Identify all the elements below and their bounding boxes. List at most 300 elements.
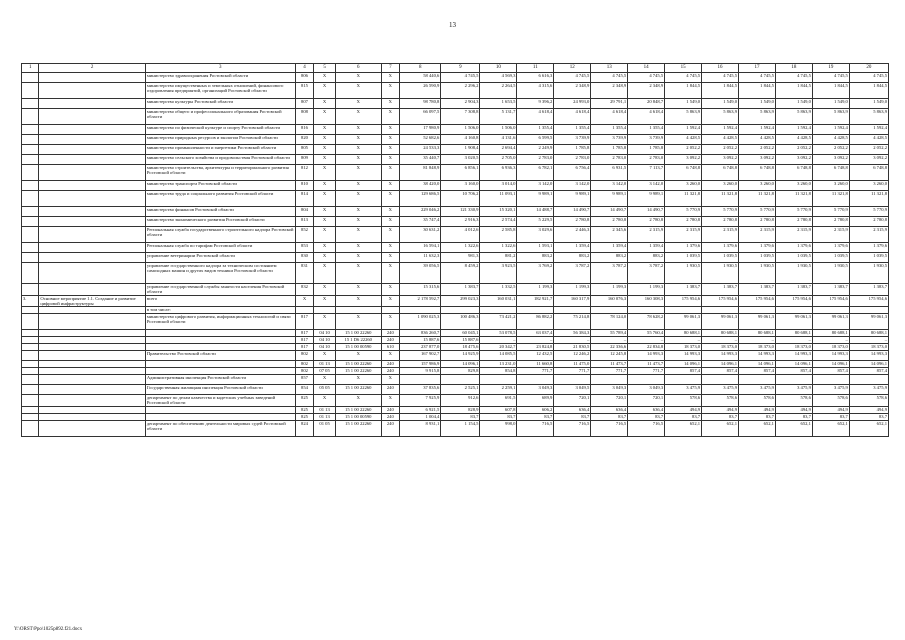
budget-code-cell: X	[381, 243, 399, 253]
budget-code-cell: X	[314, 165, 336, 181]
amount-cell: 175 954,6	[665, 295, 702, 307]
row-number-cell: 3.	[22, 295, 39, 307]
amount-cell: 1 355,4	[517, 125, 554, 135]
amount-cell: 2 574,4	[480, 217, 517, 227]
amount-cell: 175 954,6	[702, 295, 739, 307]
budget-code-cell: 610	[381, 344, 399, 351]
amount-cell: 83,7	[812, 413, 849, 420]
amount-cell: 7 925,9	[400, 395, 441, 407]
budget-code-cell: X	[335, 191, 381, 207]
amount-cell: 578,6	[775, 395, 812, 407]
budget-code-cell: X	[314, 217, 336, 227]
amount-cell: 14 993,3	[739, 351, 776, 361]
amount-cell	[812, 375, 849, 385]
executor-name-cell: министерство труда и социального развития Ростовской области	[145, 191, 295, 207]
table-row	[22, 368, 889, 375]
amount-cell: 2 249,9	[517, 145, 554, 155]
amount-cell: 14 993,3	[702, 351, 739, 361]
amount-cell: 1 930,5	[702, 263, 739, 284]
executor-name-cell: министерство общего и профессионального образования Ростовской области	[145, 109, 295, 125]
amount-cell: 1 039,5	[739, 253, 776, 263]
amount-cell: 4 131,6	[480, 135, 517, 145]
amount-cell	[702, 375, 739, 385]
budget-code-cell: 01 13	[314, 361, 336, 368]
amount-cell: 83,7	[702, 413, 739, 420]
amount-cell	[739, 375, 776, 385]
amount-cell: 1 383,7	[739, 284, 776, 296]
budget-code-cell: X	[335, 73, 381, 83]
budget-code-cell: X	[335, 375, 381, 385]
executor-name-cell: министерство финансов Ростовской области	[145, 207, 295, 217]
amount-cell: 80 688,1	[665, 330, 702, 337]
amount-cell: 15 315,6	[400, 284, 441, 296]
table-row	[22, 217, 889, 227]
budget-code-cell: X	[314, 295, 336, 307]
amount-cell: 2 052,2	[739, 145, 776, 155]
amount-cell: 636,4	[628, 406, 665, 413]
amount-cell: 3 142,0	[591, 181, 628, 191]
amount-cell: 3 260,0	[849, 181, 888, 191]
executor-name-cell: всего	[145, 295, 295, 307]
budget-code-cell: X	[381, 125, 399, 135]
budget-code-cell: X	[314, 395, 336, 407]
amount-cell: 2 904,3	[441, 99, 480, 109]
amount-cell: 16 594,1	[400, 243, 441, 253]
amount-cell: –	[554, 337, 591, 344]
amount-cell: 1 383,7	[665, 284, 702, 296]
amount-cell: 78 628,2	[628, 314, 665, 330]
amount-cell: 2 780,8	[775, 217, 812, 227]
amount-cell: 2 315,9	[812, 227, 849, 243]
budget-code-cell: X	[381, 314, 399, 330]
budget-code-cell: X	[335, 135, 381, 145]
amount-cell: 2 585,8	[480, 227, 517, 243]
amount-cell: 11 473,7	[628, 361, 665, 368]
amount-cell: 2 780,8	[739, 217, 776, 227]
amount-cell: 3 092,2	[812, 155, 849, 165]
amount-cell: 1 844,5	[775, 83, 812, 99]
budget-code-cell: X	[314, 191, 336, 207]
amount-cell: –	[775, 337, 812, 344]
amount-cell: 1 154,5	[441, 420, 480, 436]
amount-cell: 1 844,5	[849, 83, 888, 99]
budget-code-cell: 04 10	[314, 330, 336, 337]
amount-cell: 1 355,4	[554, 125, 591, 135]
amount-cell: 2 780,8	[702, 217, 739, 227]
amount-cell: 1 592,4	[739, 125, 776, 135]
amount-cell: 1 039,5	[665, 253, 702, 263]
table-row	[22, 344, 889, 351]
activity-name-cell	[39, 361, 145, 368]
amount-cell: 720,1	[554, 395, 591, 407]
budget-code-cell: X	[381, 263, 399, 284]
amount-cell: 7 308,8	[441, 109, 480, 125]
executor-name-cell	[145, 330, 295, 337]
amount-cell: 1 379,6	[849, 243, 888, 253]
amount-cell: 11 660,8	[517, 361, 554, 368]
activity-name-cell	[39, 420, 145, 436]
amount-cell: 13 231,0	[480, 361, 517, 368]
amount-cell: 4 745,5	[554, 73, 591, 83]
amount-cell: 771,7	[517, 368, 554, 375]
column-number: 12	[554, 64, 591, 73]
amount-cell: 56 384,3	[554, 330, 591, 337]
amount-cell: 981,3	[441, 253, 480, 263]
amount-cell: 1 506,0	[441, 125, 480, 135]
budget-code-cell: X	[335, 165, 381, 181]
amount-cell: 9 989,1	[591, 191, 628, 207]
amount-cell: 58 440,6	[400, 73, 441, 83]
amount-cell: 11 321,8	[775, 191, 812, 207]
amount-cell: 2 315,9	[775, 227, 812, 243]
table-row	[22, 263, 889, 284]
budget-code-cell: X	[335, 295, 381, 307]
amount-cell: 11 321,8	[665, 191, 702, 207]
budget-code-cell: 852	[295, 227, 313, 243]
amount-cell: 18 373,0	[812, 344, 849, 351]
amount-cell: 2 705,0	[480, 155, 517, 165]
amount-cell: 1 379,6	[812, 243, 849, 253]
amount-cell: 2 315,9	[665, 227, 702, 243]
amount-cell: 9 989,1	[517, 191, 554, 207]
amount-cell: 883,2	[628, 253, 665, 263]
amount-cell: 2 052,2	[849, 145, 888, 155]
amount-cell: 11 093,1	[480, 191, 517, 207]
table-row	[22, 207, 889, 217]
amount-cell: –	[591, 337, 628, 344]
budget-code-cell: X	[314, 155, 336, 165]
row-number-cell	[22, 125, 39, 135]
activity-name-cell	[39, 385, 145, 395]
amount-cell: 99 061,3	[739, 314, 776, 330]
amount-cell: 652,1	[702, 420, 739, 436]
amount-cell: 1 592,4	[775, 125, 812, 135]
amount-cell: 1 322,6	[441, 243, 480, 253]
activity-name-cell	[39, 395, 145, 407]
amount-cell: 80 688,1	[702, 330, 739, 337]
amount-cell: 881,2	[480, 253, 517, 263]
amount-cell: 2 178 592,7	[400, 295, 441, 307]
amount-cell: 3 475,9	[702, 385, 739, 395]
amount-cell: 1 359,4	[628, 243, 665, 253]
budget-code-cell: 824	[295, 420, 313, 436]
amount-cell: 99 061,3	[665, 314, 702, 330]
amount-cell: 83,7	[739, 413, 776, 420]
activity-name-cell	[39, 165, 145, 181]
amount-cell: 3 475,9	[849, 385, 888, 395]
amount-cell: 6 748,8	[775, 165, 812, 181]
amount-cell: 652,1	[739, 420, 776, 436]
amount-cell: 14 490,7	[554, 207, 591, 217]
amount-cell: 167 902,7	[400, 351, 441, 361]
executor-name-cell: Административная инспекция Ростовской области	[145, 375, 295, 385]
amount-cell: 299 023,3	[441, 295, 480, 307]
row-number-cell	[22, 181, 39, 191]
amount-cell	[441, 307, 480, 314]
amount-cell: 1 549,0	[702, 99, 739, 109]
amount-cell: 5 770,9	[849, 207, 888, 217]
amount-cell: 636,4	[591, 406, 628, 413]
amount-cell: 5 770,9	[665, 207, 702, 217]
budget-code-cell: 809	[295, 155, 313, 165]
amount-cell: –	[849, 337, 888, 344]
amount-cell: 1 359,4	[554, 243, 591, 253]
amount-cell: 18 373,0	[739, 344, 776, 351]
amount-cell: 2 780,8	[665, 217, 702, 227]
amount-cell: 857,4	[812, 368, 849, 375]
amount-cell: 14 993,3	[849, 351, 888, 361]
amount-cell: 4 428,5	[812, 135, 849, 145]
amount-cell: 3 475,9	[812, 385, 849, 395]
amount-cell: 14 096,1	[665, 361, 702, 368]
amount-cell: 5 863,9	[812, 109, 849, 125]
column-number: 14	[628, 64, 665, 73]
amount-cell: 5 770,9	[739, 207, 776, 217]
amount-cell: 14 488,7	[517, 207, 554, 217]
amount-cell	[628, 307, 665, 314]
budget-code-cell: X	[335, 181, 381, 191]
amount-cell: 1 549,0	[775, 99, 812, 109]
budget-code-cell: 815	[295, 83, 313, 99]
table-row	[22, 243, 889, 253]
budget-code-cell: 857	[295, 375, 313, 385]
amount-cell: 3 092,2	[849, 155, 888, 165]
amount-cell: 1 593,1	[517, 243, 554, 253]
amount-cell: 83,7	[628, 413, 665, 420]
amount-cell: 1 785,8	[554, 145, 591, 155]
budget-code-cell: X	[335, 109, 381, 125]
amount-cell	[849, 375, 888, 385]
amount-cell: 578,6	[812, 395, 849, 407]
row-number-cell	[22, 375, 39, 385]
amount-cell: 160 317,9	[554, 295, 591, 307]
budget-code-cell: X	[314, 375, 336, 385]
amount-cell: 606,2	[517, 406, 554, 413]
amount-cell: 1 506,0	[480, 125, 517, 135]
executor-name-cell	[145, 406, 295, 413]
table-row	[22, 99, 889, 109]
budget-code-cell: X	[314, 145, 336, 155]
amount-cell: 129 686,5	[400, 191, 441, 207]
activity-name-cell	[39, 351, 145, 361]
amount-cell: 17 980,9	[400, 125, 441, 135]
activity-name-cell	[39, 375, 145, 385]
budget-code-cell: X	[295, 295, 313, 307]
amount-cell: 6 748,8	[849, 165, 888, 181]
amount-cell: 1 383,7	[702, 284, 739, 296]
amount-cell: 175 954,6	[849, 295, 888, 307]
amount-cell: 1 908,4	[441, 145, 480, 155]
amount-cell: 691,5	[480, 395, 517, 407]
amount-cell: 9 989,1	[554, 191, 591, 207]
activity-name-cell	[39, 145, 145, 155]
amount-cell: 857,4	[702, 368, 739, 375]
amount-cell: 836 260,7	[400, 330, 441, 337]
amount-cell: 37 835,6	[400, 385, 441, 395]
amount-cell: 771,7	[628, 368, 665, 375]
amount-cell: 1 592,4	[849, 125, 888, 135]
amount-cell: 11 321,8	[739, 191, 776, 207]
amount-cell: 3 475,9	[739, 385, 776, 395]
amount-cell: 3 092,2	[775, 155, 812, 165]
amount-cell: 1 383,7	[812, 284, 849, 296]
amount-cell: 3 260,0	[739, 181, 776, 191]
amount-cell: 86 882,2	[517, 314, 554, 330]
amount-cell: 83,7	[554, 413, 591, 420]
activity-name-cell	[39, 109, 145, 125]
amount-cell: 3 092,2	[702, 155, 739, 165]
activity-name-cell	[39, 135, 145, 145]
budget-code-cell: 817	[295, 330, 313, 337]
row-number-cell	[22, 395, 39, 407]
amount-cell: 83,7	[480, 413, 517, 420]
budget-code-cell: 806	[295, 73, 313, 83]
budget-code-cell: 808	[295, 109, 313, 125]
amount-cell: 160 076,3	[591, 295, 628, 307]
amount-cell: 1 379,6	[665, 243, 702, 253]
amount-cell: 2 783,0	[517, 155, 554, 165]
row-number-cell	[22, 406, 39, 413]
row-number-cell	[22, 344, 39, 351]
budget-code-cell: X	[314, 263, 336, 284]
table-row	[22, 406, 889, 413]
budget-code-cell: X	[314, 243, 336, 253]
amount-cell: 99 061,3	[849, 314, 888, 330]
column-number: 8	[400, 64, 441, 73]
amount-cell: 1 930,5	[775, 263, 812, 284]
amount-cell	[517, 307, 554, 314]
row-number-cell	[22, 351, 39, 361]
amount-cell	[849, 307, 888, 314]
amount-cell: 4 745,5	[775, 73, 812, 83]
budget-code-cell: 804	[295, 207, 313, 217]
amount-cell: 1 549,0	[739, 99, 776, 109]
amount-cell: 607,8	[480, 406, 517, 413]
amount-cell: 80 688,1	[739, 330, 776, 337]
amount-cell: 14 490,7	[591, 207, 628, 217]
amount-cell: 5 131,7	[480, 109, 517, 125]
amount-cell: 1 199,3	[517, 284, 554, 296]
amount-cell: 73 421,2	[480, 314, 517, 330]
executor-name-cell	[145, 361, 295, 368]
budget-code-cell: 810	[295, 181, 313, 191]
column-number: 19	[812, 64, 849, 73]
activity-name-cell	[39, 314, 145, 330]
row-number-cell	[22, 307, 39, 314]
budget-code-cell: X	[335, 207, 381, 217]
amount-cell	[591, 375, 628, 385]
amount-cell: 3 475,9	[665, 385, 702, 395]
executor-name-cell: Региональная служба по тарифам Ростовской области	[145, 243, 295, 253]
amount-cell	[628, 375, 665, 385]
table-row	[22, 395, 889, 407]
amount-cell: 1 199,3	[591, 284, 628, 296]
table-row	[22, 253, 889, 263]
budget-code-cell: 854	[295, 385, 313, 395]
amount-cell: 1 379,6	[775, 243, 812, 253]
budget-code-cell: 15 1 00 00590	[335, 344, 381, 351]
amount-cell: 83,7	[849, 413, 888, 420]
amount-cell: 75 214,8	[554, 314, 591, 330]
amount-cell: 4 012,6	[441, 227, 480, 243]
executor-name-cell: Региональная служба государственного строительного надзора Ростовской области	[145, 227, 295, 243]
amount-cell: 2 694,4	[480, 145, 517, 155]
budget-code-cell: 240	[381, 361, 399, 368]
activity-name-cell	[39, 330, 145, 337]
budget-code-cell: 830	[295, 253, 313, 263]
budget-code-cell: X	[335, 145, 381, 155]
amount-cell: 1 383,7	[441, 284, 480, 296]
budget-code-cell: X	[335, 99, 381, 109]
table-row	[22, 83, 889, 99]
footer-file-path: Y:\ORST\Ppo\1025p892.f21.docx	[14, 627, 83, 632]
budget-code-cell: X	[335, 351, 381, 361]
amount-cell: 5 863,9	[849, 109, 888, 125]
budget-code-cell: X	[381, 253, 399, 263]
executor-name-cell	[145, 368, 295, 375]
amount-cell: 4 745,5	[702, 73, 739, 83]
amount-cell: 3 142,0	[628, 181, 665, 191]
activity-name-cell	[39, 83, 145, 99]
budget-code-cell	[295, 307, 313, 314]
amount-cell: 2 780,8	[628, 217, 665, 227]
activity-name-cell	[39, 99, 145, 109]
amount-cell: 14 085,5	[480, 351, 517, 361]
amount-cell	[554, 375, 591, 385]
amount-cell: 2 315,9	[702, 227, 739, 243]
budget-code-cell: 240	[381, 330, 399, 337]
amount-cell	[702, 307, 739, 314]
amount-cell: 24 533,3	[400, 145, 441, 155]
budget-code-cell: X	[335, 227, 381, 243]
amount-cell: 2 315,9	[849, 227, 888, 243]
column-number: 3	[145, 64, 295, 73]
activity-name-cell	[39, 344, 145, 351]
amount-cell: 14 096,1	[775, 361, 812, 368]
amount-cell: 35 440,7	[400, 155, 441, 165]
amount-cell: 14 993,3	[665, 351, 702, 361]
amount-cell: 81 848,9	[400, 165, 441, 181]
row-number-cell	[22, 420, 39, 436]
amount-cell: 1 592,4	[812, 125, 849, 135]
amount-cell: 7 113,7	[628, 165, 665, 181]
amount-cell: 3 092,2	[739, 155, 776, 165]
amount-cell: 3 787,2	[554, 263, 591, 284]
amount-cell: 5 863,9	[665, 109, 702, 125]
budget-code-cell: X	[314, 207, 336, 217]
amount-cell: 2 348,9	[554, 83, 591, 99]
budget-code-cell: X	[381, 109, 399, 125]
amount-cell: 4 745,5	[849, 73, 888, 83]
budget-code-cell: X	[381, 83, 399, 99]
amount-cell	[441, 375, 480, 385]
activity-name-cell	[39, 413, 145, 420]
amount-cell: 55 760,4	[628, 330, 665, 337]
amount-cell: 160 031,1	[480, 295, 517, 307]
activity-name-cell	[39, 307, 145, 314]
amount-cell: 2 348,9	[591, 83, 628, 99]
amount-cell: 720,1	[628, 395, 665, 407]
row-number-cell	[22, 73, 39, 83]
amount-cell: 857,4	[739, 368, 776, 375]
amount-cell: 3 260,0	[812, 181, 849, 191]
amount-cell: 39 056,5	[400, 263, 441, 284]
amount-cell: 4 745,5	[591, 73, 628, 83]
amount-cell: 6 782,1	[517, 165, 554, 181]
row-number-cell	[22, 217, 39, 227]
amount-cell: 5 863,9	[702, 109, 739, 125]
amount-cell: –	[480, 337, 517, 344]
